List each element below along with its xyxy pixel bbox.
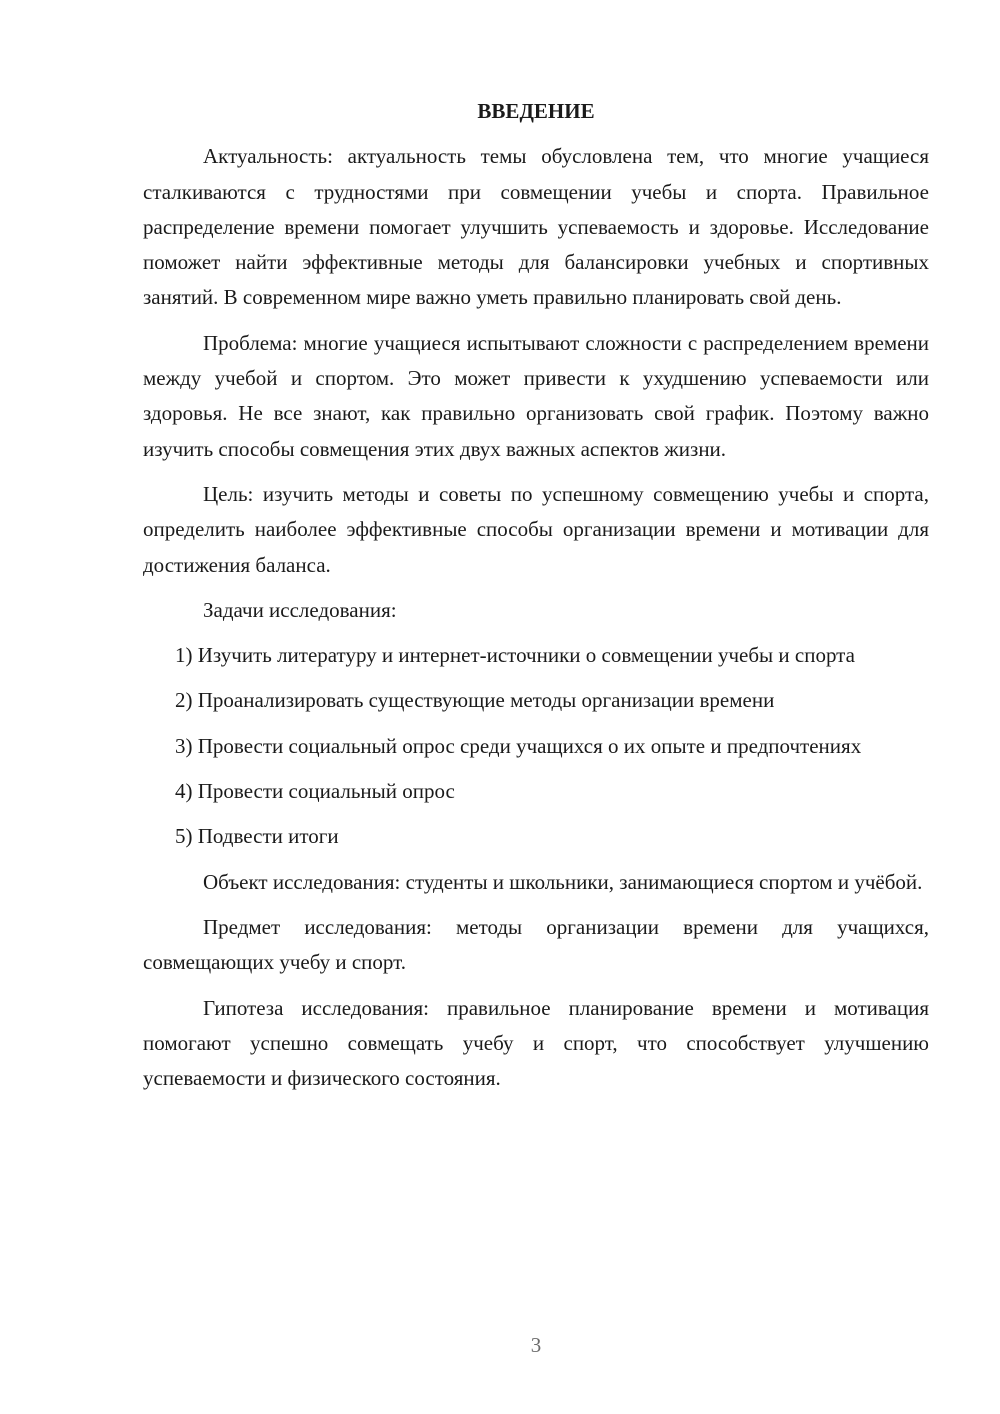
tasks-heading: Задачи исследования: bbox=[203, 597, 397, 622]
subject-paragraph: Предмет исследования: методы организации времени для учащихся, совмещающих учебу и спорт. bbox=[143, 914, 929, 975]
task-item: 5) Подвести итоги bbox=[175, 824, 339, 849]
task-item: 3) Провести социальный опрос среди учащихся о их опыте и предпочтениях bbox=[175, 733, 862, 758]
task-item: 1) Изучить литературу и интернет-источники о совмещении учебы и спорта bbox=[175, 643, 855, 668]
problem-paragraph: Проблема: многие учащиеся испытывают сложности с распределением времени между учебой и спортом. Это может привести к ухудшению успеваемости или здоровья. Не все знают, как правильно организовать свой график. Поэтому важно изучить способы совмещения этих двух важных аспектов жизни. bbox=[143, 330, 929, 461]
object-paragraph: Объект исследования: студенты и школьники, занимающиеся спортом и учёбой. bbox=[203, 869, 923, 894]
page-number: 3 bbox=[530, 1333, 542, 1357]
hypothesis-paragraph: Гипотеза исследования: правильное планирование времени и мотивация помогают успешно совмещать учебу и спорт, что способствует улучшению успеваемости и физического состояния. bbox=[143, 995, 929, 1091]
relevance-paragraph: Актуальность: актуальность темы обусловлена тем, что многие учащиеся сталкиваются с трудностями при совмещении учебы и спорта. Правильное распределение времени помогает улучшить успеваемость и здоровье. Исследование поможет найти эффективные методы для балансировки учебных и спортивных занятий. В современном мире важно уметь правильно планировать свой день. bbox=[143, 144, 929, 310]
task-item: 2) Проанализировать существующие методы организации времени bbox=[175, 688, 775, 713]
goal-paragraph: Цель: изучить методы и советы по успешному совмещению учебы и спорта, определить наиболее эффективные способы организации времени и мотивации для достижения баланса. bbox=[143, 481, 929, 577]
document-title: ВВЕДЕНИЕ bbox=[477, 99, 595, 123]
document-body bbox=[143, 94, 929, 1106]
task-item: 4) Провести социальный опрос bbox=[175, 779, 455, 804]
